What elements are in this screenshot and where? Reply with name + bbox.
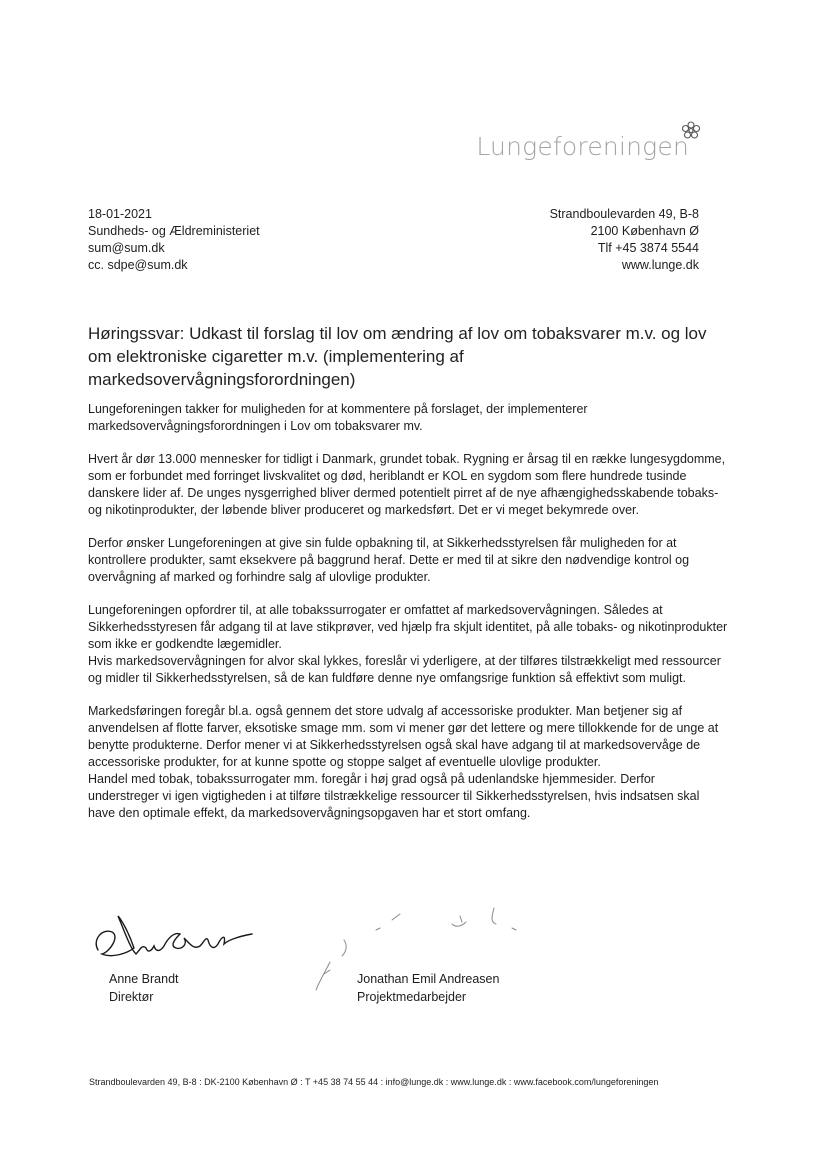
org-address-block — [550, 206, 699, 274]
letter-title: Høringssvar: Udkast til forslag til lov om ændring af lov om tobaksvarer m.v. og lov om elektroniske cigaretter m.v. (implementering af markedsovervågningsforordningen) — [88, 324, 707, 389]
paragraph: Hvert år dør 13.000 mennesker for tidligt i Danmark, grundet tobak. Rygning er årsag til en række lungesygdomme, som er forbundet med forringet livskvalitet og død, heriblandt er KOL en sygdom som flere hundrede tusinde danskere lider af. De unges nysgerrighed bliver dermed potentielt pirret af de nye afhængighedsskabende tobaks- og nikotinprodukter, der løbende bliver produceret og markedsført. Det er vi meget bekymrede over. — [88, 452, 726, 517]
paragraph: Markedsføringen foregår bl.a. også gennem det store udvalg af accessoriske produkter. Man betjener sig af anvendelsen af flotte farver, eksotiske smage mm. som vi mener gør det lettere og mere tillokkende for de unge at benytte produkterne. Derfor mener vi at Sikkerhedsstyrelsen også skal have adgang til at markedsovervåge de accessoriske produkter, for at kunne spotte og stoppe salget af eventuelle ulovlige produkter. — [88, 704, 719, 769]
signer-anne — [109, 970, 179, 1006]
logo-text: Lungeforeningen — [476, 132, 689, 161]
flower-icon — [680, 120, 702, 142]
paragraph: Lungeforeningen takker for muligheden for at kommentere på forslaget, der implementerer markedsovervågningsforordningen i Lov om tobaksvarer mv. — [88, 402, 588, 433]
recipient-name: Sundheds- og Ældreministeriet — [88, 224, 260, 238]
paragraph: Lungeforeningen opfordrer til, at alle tobakssurrogater er omfattet af markedsovervågningen. Således at Sikkerhedsstyresen får adgang til at lave stikprøver, ved hjælp fra skjult identitet, på alle tobaks- og nikotinprodukter som ikke er godkendte lægemidler. — [88, 603, 728, 651]
signer-jonathan — [357, 970, 499, 1006]
signer-name: Jonathan Emil Andreasen — [357, 972, 500, 986]
signature-anne-brandt — [90, 910, 255, 970]
footer-contact-line: Strandboulevarden 49, B-8 : DK-2100 København Ø : T +45 38 74 55 44 : info@lunge.dk : www.lunge.dk : www.facebook.com/lungeforeningen — [89, 1077, 659, 1087]
letter-body — [88, 401, 728, 838]
signer-role: Projektmedarbejder — [357, 990, 467, 1004]
signer-role: Direktør — [109, 990, 154, 1004]
org-phone: Tlf +45 3874 5544 — [597, 241, 699, 255]
signer-name: Anne Brandt — [109, 972, 179, 986]
cc-email: cc. sdpe@sum.dk — [88, 258, 188, 272]
paragraph: Handel med tobak, tobakssurrogater mm. foregår i høj grad også på udenlandske hjemmesider. Derfor understreger vi igen vigtigheden i at tilføre tilstrækkelige ressourcer til Sikkerhedsstyrelsen, hvis indsatsen skal have den optimale effekt, da markedsovervågningsopgaven har et stort omfang. — [88, 772, 700, 820]
paragraph: Derfor ønsker Lungeforeningen at give sin fulde opbakning til, at Sikkerhedsstyrelsen får muligheden for at kontrollere produkter, samt eksekvere på baggrund heraf. Dette er med til at sikre den nødvendige kontrol og overvågning af marked og forhindre salg af ulovlige produkter. — [88, 536, 690, 584]
org-street: Strandboulevarden 49, B-8 — [549, 207, 699, 221]
paragraph: Hvis markedsovervågningen for alvor skal lykkes, foreslår vi yderligere, at der tilføres tilstrækkeligt med ressourcer og midler til Sikkerhedsstyrelsen, så de kan fuldføre denne nye omfangsrige funktion så effektivt som muligt. — [88, 654, 721, 685]
org-city: 2100 København Ø — [590, 224, 699, 238]
org-website: www.lunge.dk — [621, 258, 699, 272]
letter-date: 18-01-2021 — [88, 207, 152, 221]
recipient-email: sum@sum.dk — [88, 241, 165, 255]
sender-block — [88, 206, 260, 274]
